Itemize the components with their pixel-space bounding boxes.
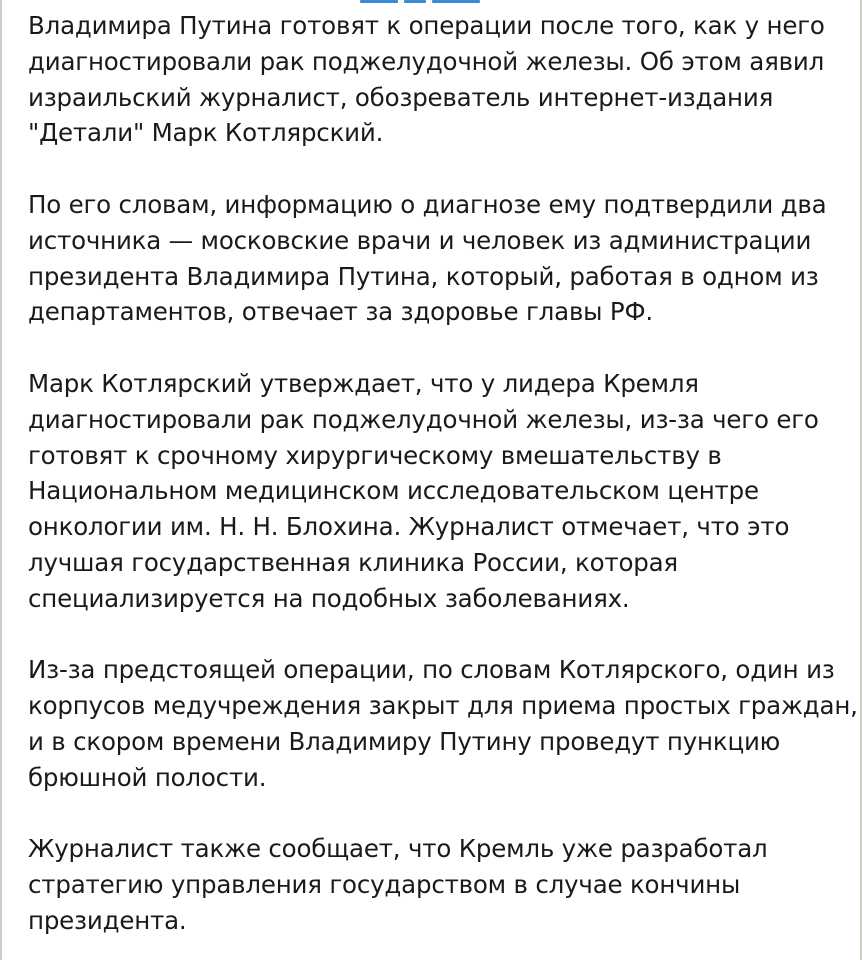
link-fragment-3 [432,0,480,3]
text-line: Национальном медицинском исследовательском центре [28,476,759,506]
text-line: президента. [28,905,187,935]
text-line: корпусов медучреждения закрыт для приема простых граждан, [28,691,858,721]
text-line: Марк Котлярский утверждает, что у лидера Кремля [28,368,699,398]
text-line: Журналист также сообщает, что Кремль уже разработал [28,834,768,864]
text-line: диагностировали рак поджелудочной железы, из-за чего его [28,404,819,434]
text-line: стратегию управления государством в случае кончины [28,870,741,900]
text-line: онкологии им. Н. Н. Блохина. Журналист отмечает, что это [28,512,790,542]
paragraph-1 [28,8,848,151]
paragraph-5 [28,831,848,938]
text-line: Из-за предстоящей операции, по словам Котлярского, один из [28,655,835,685]
text-line: По его словам, информацию о диагнозе ему подтвердили два [28,189,827,219]
paragraph-2 [28,187,848,330]
text-line: готовят к срочному хирургическому вмешательству в [28,440,722,470]
left-border [0,0,2,960]
text-line: "Детали" Марк Котлярский. [28,118,384,148]
text-line: специализируется на подобных заболеваниях. [28,583,630,613]
cut-off-link-fragment [360,0,490,3]
link-fragment-1 [360,0,398,3]
text-line: лучшая государственная клиника России, которая [28,547,678,577]
message-text [28,8,858,960]
text-line: президента Владимира Путина, который, работая в одном из [28,261,819,291]
link-fragment-2 [404,0,426,3]
text-line: источника — московские врачи и человек из администрации [28,225,812,255]
text-line: департаментов, отвечает за здоровье главы РФ. [28,297,653,327]
text-line: и в скором времени Владимиру Путину проведут пункцию [28,726,781,756]
paragraph-4 [28,652,858,795]
text-line: брюшной полости. [28,762,267,792]
text-line: диагностировали рак поджелудочной железы. Об этом аявил [28,46,825,76]
text-line: израильский журналист, обозреватель интернет-издания [28,82,774,112]
text-line: Владимира Путина готовят к операции после того, как у него [28,11,825,40]
paragraph-3 [28,366,848,617]
